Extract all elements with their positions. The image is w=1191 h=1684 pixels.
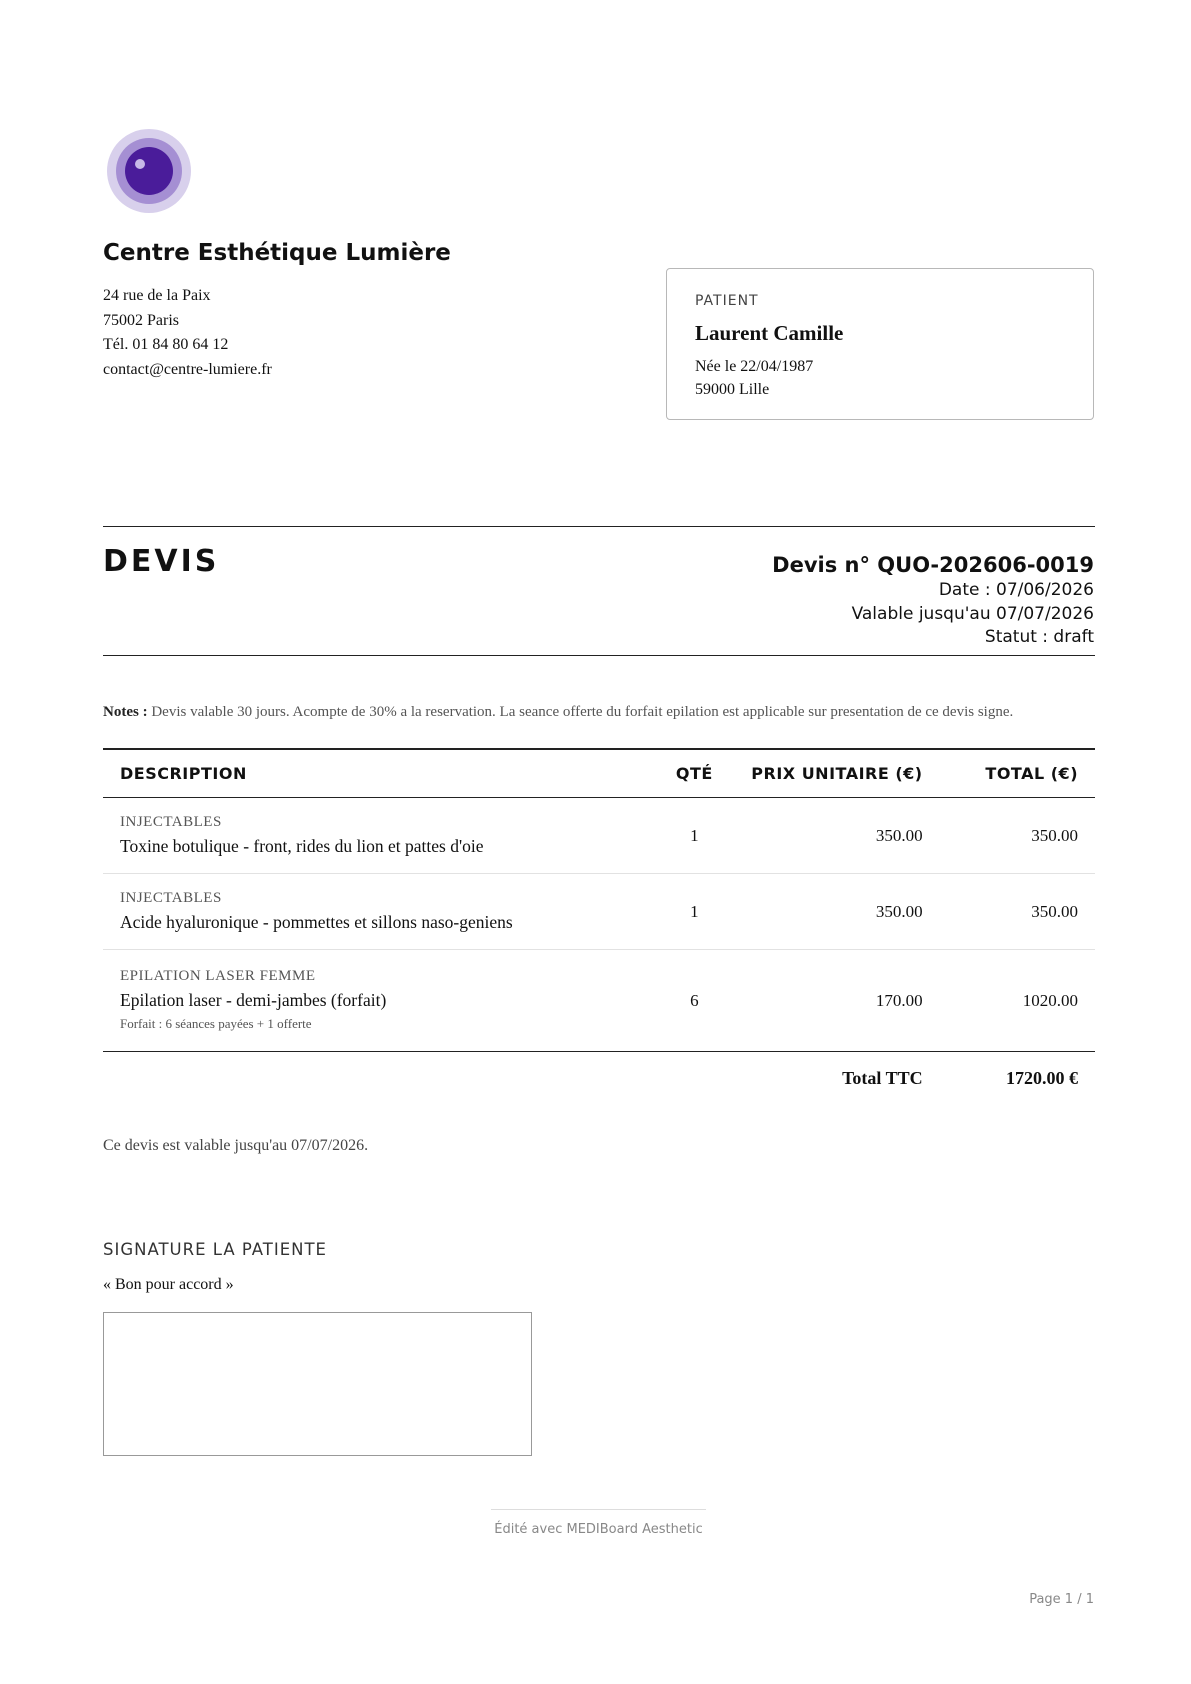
clinic-name: Centre Esthétique Lumière xyxy=(103,240,451,266)
row-category: INJECTABLES xyxy=(120,814,222,830)
quote-date: Date : 07/06/2026 xyxy=(938,580,1094,600)
page-number: Page 1 / 1 xyxy=(1029,1592,1094,1607)
row-description: Toxine botulique - front, rides du lion et pattes d'oie xyxy=(120,836,484,856)
notes-text: Devis valable 30 jours. Acompte de 30% a la reservation. La seance offerte du forfait epilation est applicable sur presentation de ce devis signe. xyxy=(151,704,1014,720)
row-unit-price: 170.00 xyxy=(734,950,939,1052)
footer-divider xyxy=(491,1509,706,1510)
patient-name: Laurent Camille xyxy=(695,321,844,345)
clinic-logo xyxy=(106,128,192,214)
notes xyxy=(103,704,1013,721)
quote-valid-until: Valable jusqu'au 07/07/2026 xyxy=(851,603,1094,624)
document-title: DEVIS xyxy=(103,544,220,579)
divider-top xyxy=(103,526,1095,527)
row-category: EPILATION LASER FEMME xyxy=(120,968,316,984)
quote-meta xyxy=(772,551,1094,650)
table-row xyxy=(103,874,1095,950)
clinic-address-line2: 75002 Paris xyxy=(103,311,179,329)
row-note: Forfait : 6 séances payées + 1 offerte xyxy=(120,1016,312,1031)
patient-city: 59000 Lille xyxy=(695,381,770,398)
items-table xyxy=(103,748,1095,1104)
quote-number: Devis n° QUO-202606-0019 xyxy=(772,553,1094,577)
clinic-phone: Tél. 01 84 80 64 12 xyxy=(103,336,229,353)
notes-label: Notes : xyxy=(103,704,148,720)
row-description-cell xyxy=(103,874,654,950)
signature-label: SIGNATURE LA PATIENTE xyxy=(103,1240,327,1259)
clinic-address-line1: 24 rue de la Paix xyxy=(103,287,211,304)
header-description: DESCRIPTION xyxy=(103,749,654,798)
row-description-cell xyxy=(103,798,654,874)
validity-text: Ce devis est valable jusqu'au 07/07/2026. xyxy=(103,1137,369,1154)
patient-info xyxy=(695,355,813,401)
total-row xyxy=(103,1052,1095,1105)
quote-status: Statut : draft xyxy=(984,627,1094,647)
row-category: INJECTABLES xyxy=(120,890,222,906)
row-qty: 6 xyxy=(654,950,734,1052)
row-qty: 1 xyxy=(654,798,734,874)
row-description: Epilation laser - demi-jambes (forfait) xyxy=(120,990,387,1010)
table-row xyxy=(103,950,1095,1052)
row-unit-price: 350.00 xyxy=(734,798,939,874)
patient-birth: Née le 22/04/1987 xyxy=(695,358,814,375)
row-description: Acide hyaluronique - pommettes et sillons naso-geniens xyxy=(120,912,513,932)
table-header-row xyxy=(103,749,1095,798)
purple-circle-logo-icon xyxy=(106,128,192,214)
clinic-address xyxy=(103,284,272,382)
footer-edited-with: Édité avec MEDIBoard Aesthetic xyxy=(494,1522,703,1537)
row-total: 350.00 xyxy=(940,798,1095,874)
clinic-email: contact@centre-lumiere.fr xyxy=(103,360,272,378)
row-description-cell xyxy=(103,950,654,1052)
row-total: 350.00 xyxy=(940,874,1095,950)
divider-mid xyxy=(103,655,1095,656)
table-row xyxy=(103,798,1095,874)
header-qty: QTÉ xyxy=(654,749,734,798)
signature-accord: « Bon pour accord » xyxy=(103,1276,234,1293)
row-total: 1020.00 xyxy=(940,950,1095,1052)
row-unit-price: 350.00 xyxy=(734,874,939,950)
patient-label: PATIENT xyxy=(695,293,759,309)
total-value: 1720.00 € xyxy=(1006,1067,1078,1088)
signature-box[interactable] xyxy=(103,1312,532,1456)
header-unit-price: PRIX UNITAIRE (€) xyxy=(734,749,939,798)
total-label: Total TTC xyxy=(842,1067,923,1088)
header-total: TOTAL (€) xyxy=(940,749,1095,798)
patient-box xyxy=(666,268,1094,420)
row-qty: 1 xyxy=(654,874,734,950)
